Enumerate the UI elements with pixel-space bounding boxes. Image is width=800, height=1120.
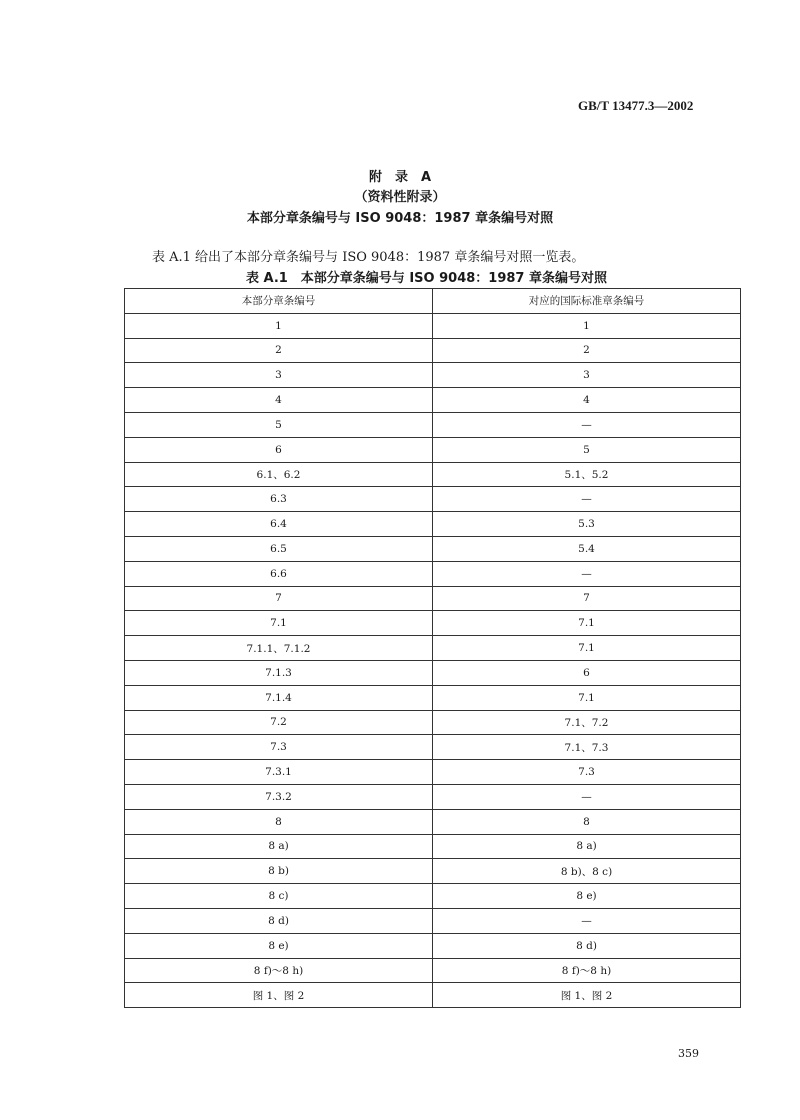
iso-clause-cell: 2 [433,338,741,363]
table-row [125,784,741,809]
clause-cell: 8 [125,809,433,834]
iso-clause-cell: 7.1 [433,611,741,636]
clause-cell: 7.1.3 [125,660,433,685]
clause-cell: 7.2 [125,710,433,735]
table-row [125,983,741,1008]
table-header-row [125,289,741,314]
iso-clause-cell: 8 a) [433,834,741,859]
iso-clause-cell: 7 [433,586,741,611]
table-row [125,636,741,661]
table-row [125,388,741,413]
iso-clause-cell: 7.1 [433,636,741,661]
table-caption: 表 A.1 本部分章条编号与 ISO 9048：1987 章条编号对照 [246,271,608,286]
header-cell: 本部分章条编号 [125,289,433,314]
table-row [125,611,741,636]
clause-cell: 6.5 [125,536,433,561]
iso-clause-cell: 7.1、7.3 [433,735,741,760]
appendix-title: 本部分章条编号与 ISO 9048：1987 章条编号对照 [246,211,554,226]
clause-cell: 8 a) [125,834,433,859]
iso-clause-cell: — [433,784,741,809]
table-row [125,412,741,437]
table-row [125,884,741,909]
clause-cell: 8 c) [125,884,433,909]
clause-cell: 6.4 [125,512,433,537]
iso-clause-cell: 7.1、7.2 [433,710,741,735]
iso-clause-cell: — [433,561,741,586]
iso-clause-cell: 7.1 [433,685,741,710]
clause-cell: 7.1 [125,611,433,636]
table-row [125,586,741,611]
clause-cell: 8 b) [125,859,433,884]
table-row [125,859,741,884]
iso-clause-cell: 8 b)、8 c) [433,859,741,884]
iso-clause-cell: — [433,412,741,437]
table-row [125,536,741,561]
table-row [125,958,741,983]
table-row [125,512,741,537]
table-row [125,437,741,462]
clause-cell: 7 [125,586,433,611]
clause-cell: 6 [125,437,433,462]
iso-clause-cell: 8 f)～8 h) [433,958,741,983]
clause-cell: 7.1.1、7.1.2 [125,636,433,661]
iso-clause-cell: 7.3 [433,760,741,785]
clause-cell: 7.3.1 [125,760,433,785]
appendix-type: （资料性附录） [354,190,446,205]
clause-cell: 5 [125,412,433,437]
clause-cell: 4 [125,388,433,413]
page-number: 359 [678,1047,699,1060]
appendix-label: 附 录 A [368,170,432,185]
standard-number: GB/T 13477.3—2002 [578,98,694,113]
iso-clause-cell: 5.3 [433,512,741,537]
iso-clause-cell: 6 [433,660,741,685]
iso-clause-cell: — [433,908,741,933]
table-row [125,908,741,933]
clause-cell: 6.1、6.2 [125,462,433,487]
clause-cell: 2 [125,338,433,363]
table-row [125,685,741,710]
table-row [125,834,741,859]
table-row [125,363,741,388]
table-row [125,338,741,363]
iso-clause-cell: 3 [433,363,741,388]
intro-text: 表 A.1 给出了本部分章条编号与 ISO 9048：1987 章条编号对照一览表。 [152,250,585,265]
iso-clause-cell: 图 1、图 2 [433,983,741,1008]
iso-clause-cell: 5 [433,437,741,462]
iso-clause-cell: 8 e) [433,884,741,909]
clause-cell: 8 e) [125,933,433,958]
table-row [125,462,741,487]
table-row [125,760,741,785]
table-row [125,933,741,958]
iso-clause-cell: 5.4 [433,536,741,561]
iso-clause-cell: 4 [433,388,741,413]
iso-clause-cell: — [433,487,741,512]
table-row [125,660,741,685]
clause-cell: 1 [125,313,433,338]
clause-cell: 7.1.4 [125,685,433,710]
iso-clause-cell: 8 d) [433,933,741,958]
correspondence-table [124,288,741,1008]
clause-cell: 6.3 [125,487,433,512]
clause-cell: 7.3.2 [125,784,433,809]
clause-cell: 8 f)～8 h) [125,958,433,983]
table-row [125,487,741,512]
table-row [125,561,741,586]
clause-cell: 图 1、图 2 [125,983,433,1008]
clause-cell: 3 [125,363,433,388]
clause-cell: 6.6 [125,561,433,586]
header-cell: 对应的国际标准章条编号 [433,289,741,314]
table-row [125,313,741,338]
clause-cell: 8 d) [125,908,433,933]
table-row [125,809,741,834]
table-row [125,735,741,760]
clause-cell: 7.3 [125,735,433,760]
table-row [125,710,741,735]
iso-clause-cell: 1 [433,313,741,338]
iso-clause-cell: 5.1、5.2 [433,462,741,487]
iso-clause-cell: 8 [433,809,741,834]
